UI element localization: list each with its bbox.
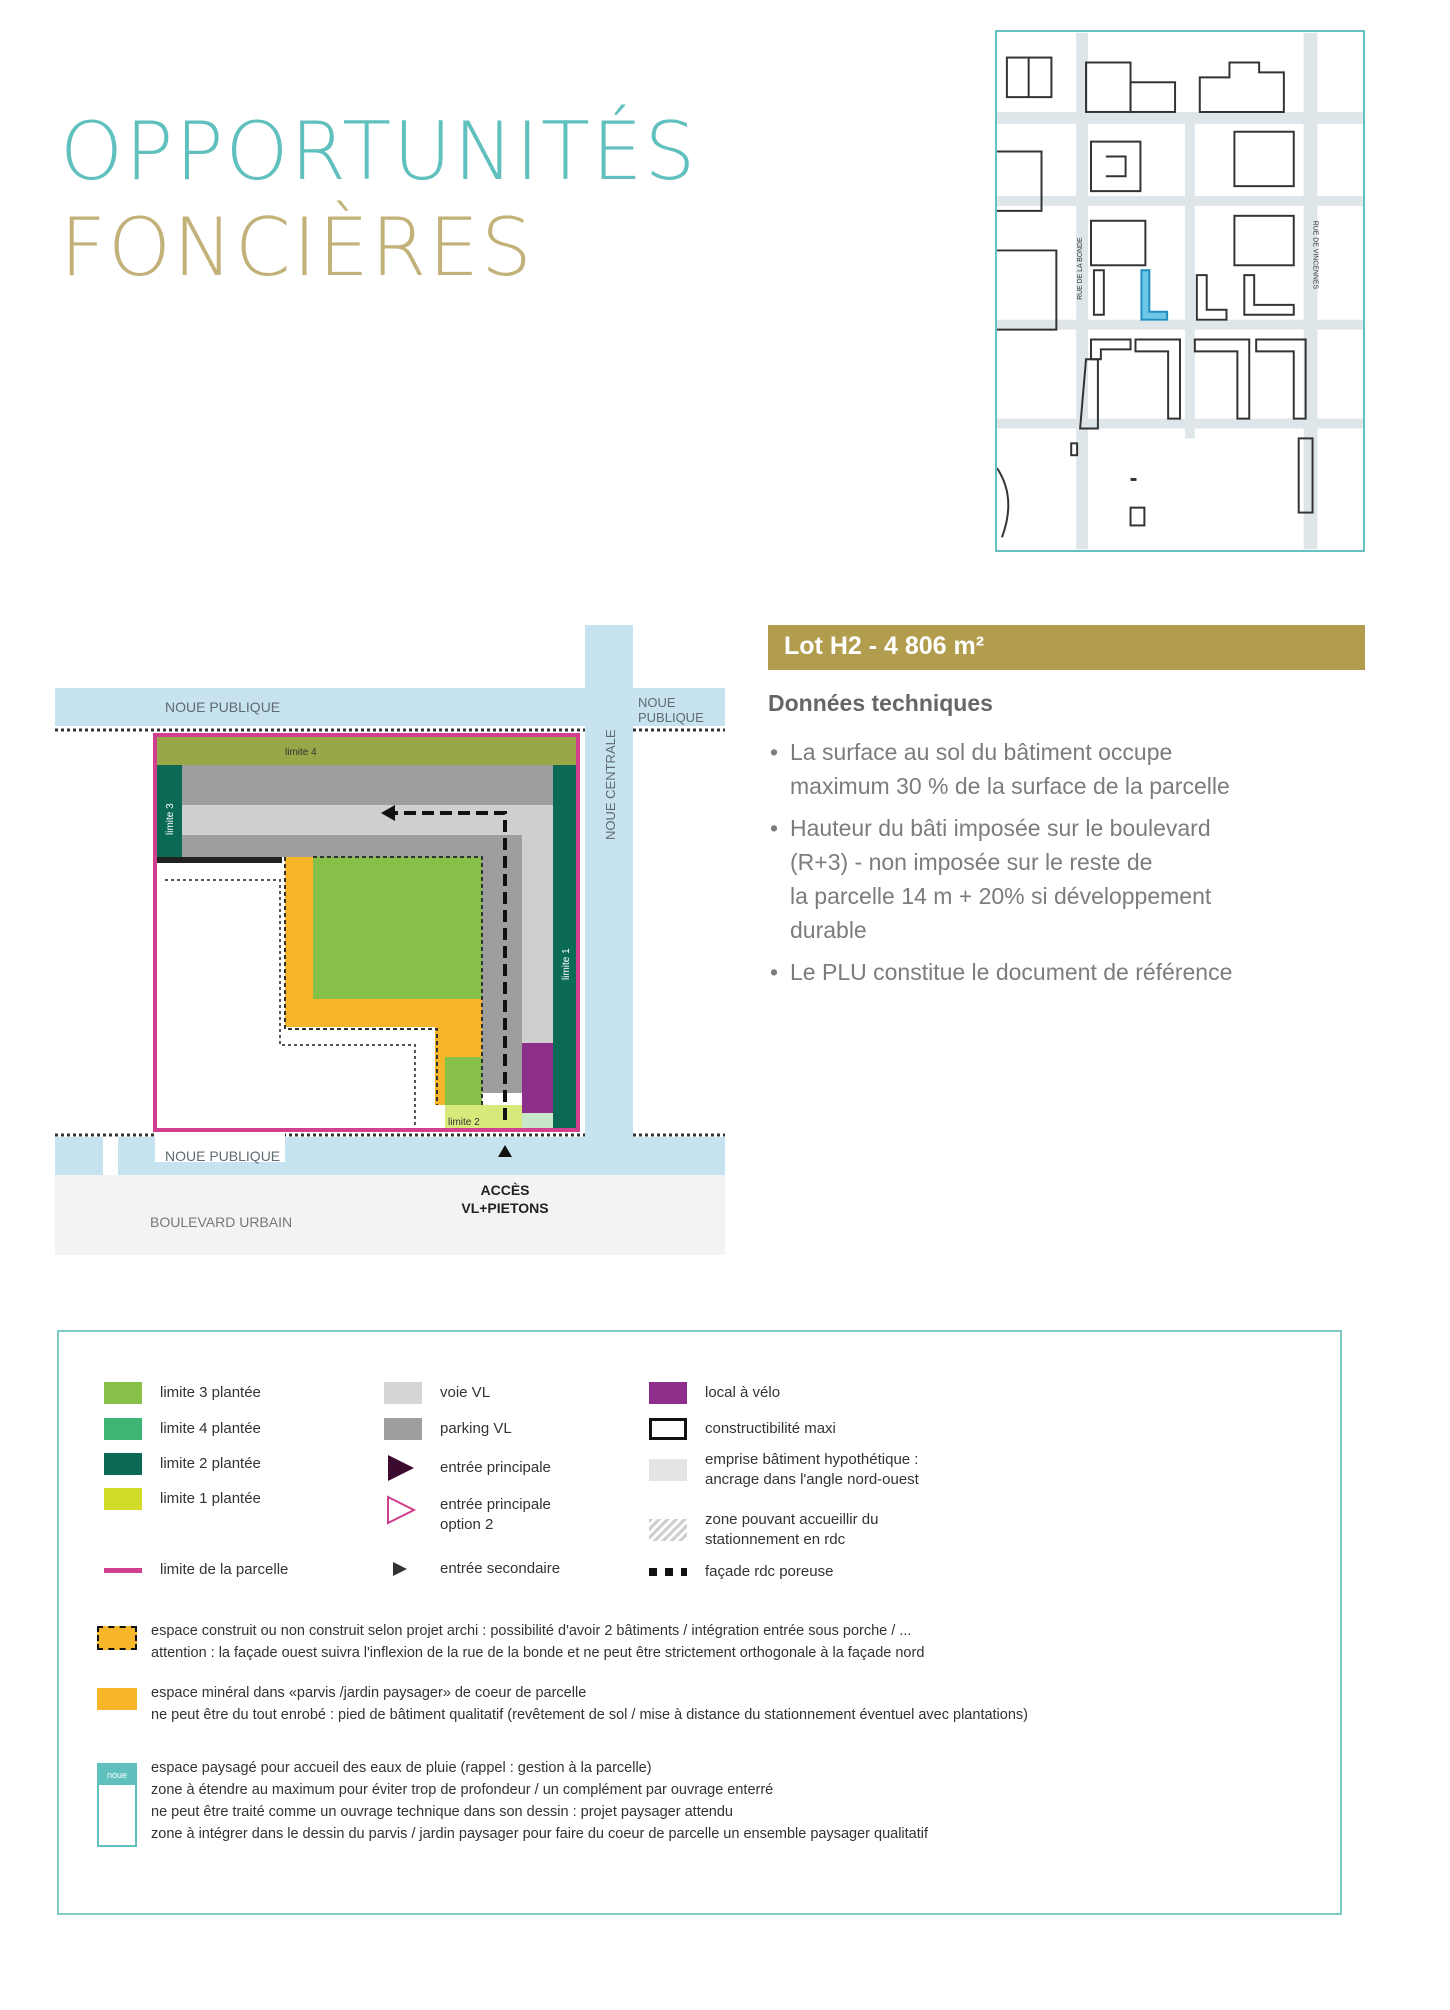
list-item xyxy=(768,955,1368,989)
swatch-light-green xyxy=(104,1382,142,1404)
swatch-dark-green xyxy=(104,1453,142,1475)
label-noue-publique-right-1: NOUE xyxy=(638,695,676,710)
legend-label: constructibilité maxi xyxy=(705,1420,836,1437)
legend-item xyxy=(384,1453,551,1483)
swatch-dark-grey xyxy=(384,1418,422,1440)
label-noue-publique-right-2: PUBLIQUE xyxy=(638,710,704,725)
legend-item xyxy=(649,1418,836,1440)
legend-label-line: stationnement en rdc xyxy=(705,1531,846,1548)
legend-note-line: ne peut être du tout enrobé : pied de bâtiment qualitatif (revêtement de sol / mise à distance du stationnement éventuel avec plantations) xyxy=(151,1707,1028,1723)
swatch-noue-label: noue xyxy=(99,1765,135,1785)
legend-label: limite 1 plantée xyxy=(160,1490,261,1507)
legend-item xyxy=(649,1562,833,1582)
legend-note-line: zone à étendre au maximum pour éviter trop de profondeur / un complément par ouvrage enterré xyxy=(151,1782,774,1798)
label-acces: ACCÈS xyxy=(480,1182,530,1198)
legend-note-line: espace paysagé pour accueil des eaux de pluie (rappel : gestion à la parcelle) xyxy=(151,1760,652,1776)
entrance-secondary-icon xyxy=(384,1558,422,1580)
legend-label-line: entrée principale xyxy=(440,1496,551,1513)
legend-note xyxy=(97,1682,1327,1726)
legend-label-line: zone pouvant accueillir du xyxy=(705,1511,879,1528)
swatch-noue xyxy=(97,1763,137,1847)
bullet-text: La surface au sol du bâtiment occupe xyxy=(790,739,1173,765)
legend-item xyxy=(384,1495,551,1535)
legend-label: façade rdc poreuse xyxy=(705,1563,834,1580)
page-title-line1: OPPORTUNITÉS xyxy=(60,105,698,198)
swatch-dashed-line xyxy=(649,1568,687,1576)
label-limite-2: limite 2 xyxy=(448,1117,480,1128)
bullet-icon: • xyxy=(770,959,779,985)
label-noue-centrale: NOUE CENTRALE xyxy=(603,729,618,840)
legend-note-text xyxy=(151,1757,928,1847)
legend-note-line: ne peut être traité comme un ouvrage technique dans son dessin : projet paysager attendu xyxy=(151,1804,733,1820)
technical-data-list xyxy=(768,735,1368,997)
legend-label xyxy=(705,1510,878,1550)
bullet-text: Hauteur du bâti imposée sur le boulevard xyxy=(790,815,1211,841)
legend-note-line: espace minéral dans «parvis /jardin paysager» de coeur de parcelle xyxy=(151,1685,587,1701)
legend-label-line: emprise bâtiment hypothétique : xyxy=(705,1451,919,1468)
legend-note xyxy=(97,1620,1327,1664)
legend-item xyxy=(384,1558,560,1580)
swatch-yellow-green xyxy=(104,1488,142,1510)
legend-note-text xyxy=(151,1682,1028,1726)
label-limite-3-left: limite 3 xyxy=(165,803,176,835)
swatch-orange xyxy=(97,1688,137,1710)
legend-label-line: ancrage dans l'angle nord-ouest xyxy=(705,1471,919,1488)
legend-label xyxy=(705,1450,919,1490)
legend-note-line: zone à intégrer dans le dessin du parvis / jardin paysager pour faire du coeur de parcelle un ensemble paysager qualitatif xyxy=(151,1826,929,1842)
swatch-hatched xyxy=(649,1519,687,1541)
legend-item xyxy=(104,1382,261,1404)
label-noue-publique-top: NOUE PUBLIQUE xyxy=(165,699,281,715)
minimap-street-left: RUE DE LA BONDE xyxy=(1077,237,1085,300)
swatch-orange-dashed xyxy=(97,1626,137,1650)
legend-label: local à vélo xyxy=(705,1384,781,1401)
bullet-text: la parcelle 14 m + 20% si développement xyxy=(790,883,1212,909)
swatch-mid-green xyxy=(104,1418,142,1440)
bullet-text: Le PLU constitue le document de référence xyxy=(790,959,1233,985)
label-limite-1: limite 1 xyxy=(561,948,572,980)
label-acces-mode: VL+PIETONS xyxy=(461,1200,549,1216)
lot-plan xyxy=(55,625,725,1255)
minimap-drawing xyxy=(997,32,1363,550)
legend-label: voie VL xyxy=(440,1384,491,1401)
entrance-main-icon xyxy=(384,1453,422,1483)
minimap-street-right: RUE DE VINCENNES xyxy=(1311,220,1319,290)
legend-label: limite 4 plantée xyxy=(160,1420,261,1437)
legend-item xyxy=(649,1382,780,1404)
legend-item xyxy=(104,1560,288,1580)
swatch-pale-grey xyxy=(649,1459,687,1481)
list-item xyxy=(768,735,1368,803)
legend-item xyxy=(384,1382,490,1404)
lot-title-bar: Lot H2 - 4 806 m² xyxy=(768,625,1365,670)
list-item xyxy=(768,811,1368,947)
legend-note xyxy=(97,1757,1327,1847)
legend-item xyxy=(104,1418,261,1440)
legend-label: limite 2 plantée xyxy=(160,1455,261,1472)
page-title-line2: FONCIÈRES xyxy=(60,201,534,294)
legend-box xyxy=(57,1330,1342,1915)
bullet-icon: • xyxy=(770,739,779,765)
legend-label-line: option 2 xyxy=(440,1516,494,1533)
entrance-option-icon xyxy=(384,1495,422,1525)
location-minimap xyxy=(995,30,1365,552)
legend-item xyxy=(649,1450,919,1490)
bullet-text: (R+3) - non imposée sur le reste de xyxy=(790,849,1153,875)
label-boulevard: BOULEVARD URBAIN xyxy=(150,1214,293,1230)
legend-label: entrée principale xyxy=(440,1459,551,1476)
legend-label: parking VL xyxy=(440,1420,512,1437)
legend-label: limite 3 plantée xyxy=(160,1384,261,1401)
legend-label: entrée secondaire xyxy=(440,1560,561,1577)
legend-item xyxy=(104,1453,261,1475)
technical-data-title: Données techniques xyxy=(768,690,993,716)
legend-note-text xyxy=(151,1620,924,1664)
swatch-black-outline xyxy=(649,1418,687,1440)
legend-label xyxy=(440,1495,551,1535)
legend-label: limite de la parcelle xyxy=(160,1561,289,1578)
label-noue-publique-bottom: NOUE PUBLIQUE xyxy=(165,1148,281,1164)
swatch-purple xyxy=(649,1382,687,1404)
legend-note-line: attention : la façade ouest suivra l'inflexion de la rue de la bonde et ne peut être strictement orthogonale à la façade nord xyxy=(151,1645,925,1661)
bullet-text: durable xyxy=(790,917,867,943)
label-limite-4: limite 4 xyxy=(285,747,317,758)
legend-item xyxy=(104,1488,261,1510)
swatch-light-grey xyxy=(384,1382,422,1404)
legend-item xyxy=(649,1510,878,1550)
legend-note-line: espace construit ou non construit selon projet archi : possibilité d'avoir 2 bâtiments / intégration entrée sous porche / ... xyxy=(151,1623,912,1639)
legend-item xyxy=(384,1418,512,1440)
bullet-text: maximum 30 % de la surface de la parcelle xyxy=(790,773,1230,799)
bullet-icon: • xyxy=(770,815,779,841)
swatch-magenta-line xyxy=(104,1568,142,1573)
lot-plan-drawing xyxy=(55,625,725,1255)
